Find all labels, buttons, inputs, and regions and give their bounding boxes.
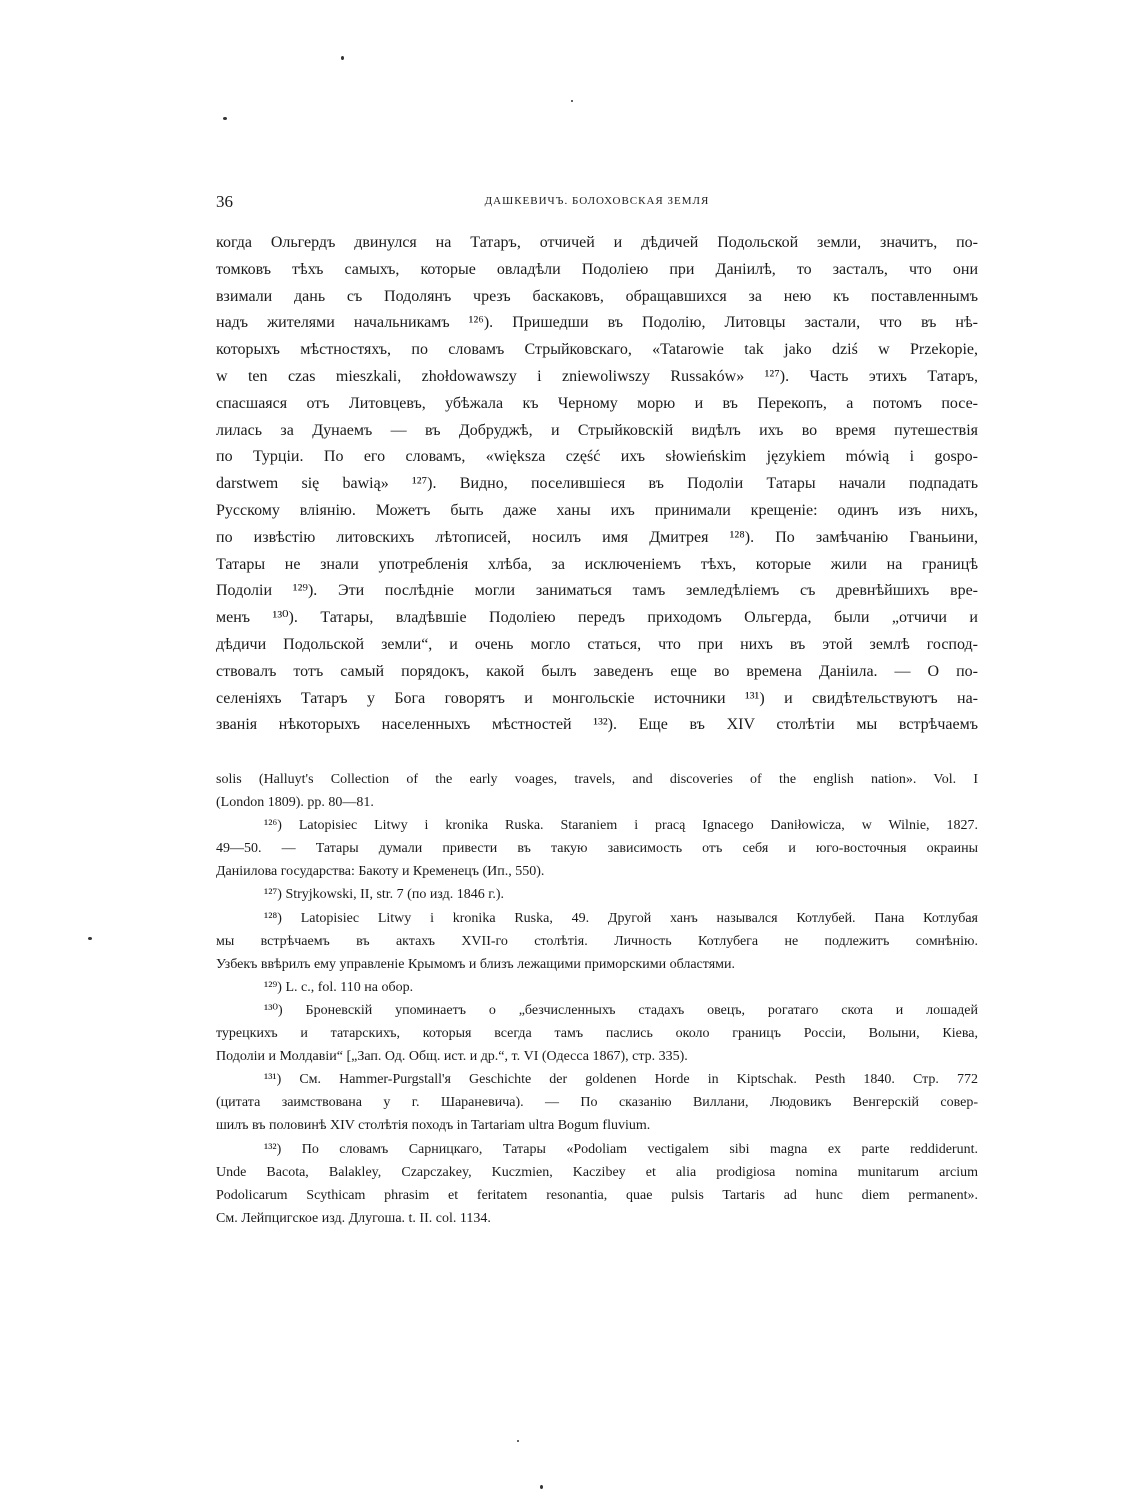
footnote-line: Podolicarum Scythicam phrasim et feritatem resonantia, quae pulsis Tartaris ad hunc diem permanent». (216, 1187, 978, 1203)
text-line: лилась за Дунаемъ — въ Добруджѣ, и Стрыйковскій видѣлъ ихъ во время путешествія (216, 421, 978, 439)
footnote-129: ¹²⁹) L. c., fol. 110 на обор. (264, 979, 414, 995)
footnote-line: 49—50. — Татары думали привести въ такую зависимость отъ себя и юго-восточныя окраины (216, 841, 978, 857)
text-line: w ten czas mieszkali, zhołdowawszy i zniewoliwszy Russaków» ¹²⁷). Часть этихъ Татаръ, (216, 367, 978, 385)
footnote-line: Узбекъ ввѣрилъ ему управленіе Крымомъ и близъ лежащими приморскими областями. (216, 956, 735, 972)
footnote-line: Unde Bacota, Balakley, Czapczakey, Kuczmien, Kaczibey et alia prodigiosa nomina munitarum arcium (216, 1164, 978, 1180)
footnote-131: ¹³¹) См. Hammer-Purgstall'я Geschichte der goldenen Horde in Kiptschak. Pesth 1840. Стр. 772 (264, 1072, 978, 1088)
footnote-126: ¹²⁶) Latopisiec Litwy i kronika Ruska. Staraniem i pracą Ignacego Daniłowicza, w Wilnie, 1827. (264, 818, 978, 834)
page-header (216, 192, 978, 216)
main-text (216, 230, 978, 739)
text-line: томковъ тѣхъ самыхъ, которые овладѣли Подоліею при Даніилѣ, то засталъ, что они (216, 260, 978, 278)
running-title: ДАШКЕВИЧЪ. БОЛОХОВСКАЯ ЗЕМЛЯ (484, 195, 710, 207)
footnote-line: (London 1809). pp. 80—81. (216, 795, 374, 811)
footnote-line: solis (Halluyt's Collection of the early voages, travels, and discoveries of the english nation». Vol. I (216, 772, 978, 787)
footnote-132: ¹³²) По словамъ Сарницкаго, Татары «Podoliam vectigalem sibi magna ex parte reddiderunt. (264, 1141, 978, 1157)
text-line: по Турціи. По его словамъ, «większa część ихъ słowieńskim językiem mówią i gospo- (216, 448, 978, 466)
text-line: когда Ольгердъ двинулся на Татаръ, отчичей и дѣдичей Подольской земли, значитъ, по- (216, 234, 978, 251)
footnote-127: ¹²⁷) Stryjkowski, II, str. 7 (по изд. 1846 г.). (264, 887, 505, 903)
text-line: надъ жителями начальникамъ ¹²⁶). Пришедши въ Подолію, Литовцы застали, что въ нѣ- (216, 314, 978, 332)
footnote-line: Подоліи и Молдавіи“ [„Зап. Од. Общ. ист. и др.“, т. VI (Одесса 1867), стр. 335). (216, 1049, 688, 1065)
footnote-line: (цитата заимствована у г. Шараневича). — По сказанію Виллани, Людовикъ Венгерскій совер- (216, 1095, 978, 1111)
text-line: званія нѣкоторыхъ населенныхъ мѣстностей ¹³²). Еще въ XIV столѣтіи мы встрѣчаемъ (216, 716, 978, 734)
text-line: спасшаяся отъ Литовцевъ, убѣжала къ Черному морю и въ Перекопъ, а потомъ посе- (216, 394, 978, 412)
text-line: Татары не знали употребленія хлѣба, за исключеніемъ тѣхъ, которые жили на границѣ (216, 555, 978, 573)
footnotes (216, 768, 978, 1230)
footnote-128: ¹²⁸) Latopisiec Litwy i kronika Ruska, 49. Другой ханъ назывался Котлубей. Пана Котлубая (264, 910, 978, 926)
text-line: Русскому вліянію. Можетъ быть даже ханы ихъ принимали крещеніе: одинъ изъ нихъ, (216, 501, 978, 519)
text-line: селеніяхъ Татаръ у Бога говорятъ и монгольскіе источники ¹³¹) и свидѣтельствуютъ на- (216, 689, 978, 707)
text-line: которыхъ мѣстностяхъ, по словамъ Стрыйковскаго, «Tatarowie tak jako dziś w Przekopie, (216, 341, 978, 359)
footnote-line: мы встрѣчаемъ въ актахъ XVII-го столѣтія. Личность Котлубега не подлежитъ сомнѣнію. (216, 933, 978, 949)
footnote-line: Даніилова государства: Бакоту и Кременецъ (Ип., 550). (216, 864, 545, 880)
footnote-line: См. Лейпцигское изд. Длугоша. t. II. col. 1134. (216, 1210, 491, 1226)
text-line: взимали дань съ Подолянъ чрезъ баскаковъ, обращавшихся за нею къ поставленнымъ (216, 287, 978, 305)
text-line: darstwem się bawią» ¹²⁷). Видно, поселившіеся въ Подоліи Татары начали подпадать (216, 475, 978, 493)
footnote-line: шилъ въ половинѣ XIV столѣтія походъ in Tartariam ultra Bogum fluvium. (216, 1118, 651, 1134)
footnote-line: турецкихъ и татарскихъ, которыя всегда тамъ паслись около границъ Россіи, Волыни, Кіева, (216, 1026, 978, 1042)
text-line: дѣдичи Подольской земли“, и очень могло статься, что при нихъ въ этой землѣ господ- (216, 635, 978, 653)
text-line: Подоліи ¹²⁹). Эти послѣдніе могли заниматься тамъ земледѣліемъ съ древнѣйшихъ вре- (216, 582, 978, 600)
text-line: по извѣстію литовскихъ лѣтописей, носилъ имя Дмитрея ¹²⁸). По замѣчанію Гваньини, (216, 528, 978, 546)
page-number: 36 (216, 192, 233, 211)
text-line: менъ ¹³⁰). Татары, владѣвшіе Подоліею передъ приходомъ Ольгерда, были „отчичи и (216, 609, 978, 627)
text-line: ствовалъ тотъ самый порядокъ, какой былъ заведенъ еще во времена Даніила. — О по- (216, 662, 978, 680)
footnote-130: ¹³⁰) Броневскій упоминаетъ о „безчисленныхъ стадахъ овецъ, рогатаго скота и лошадей (264, 1002, 978, 1018)
